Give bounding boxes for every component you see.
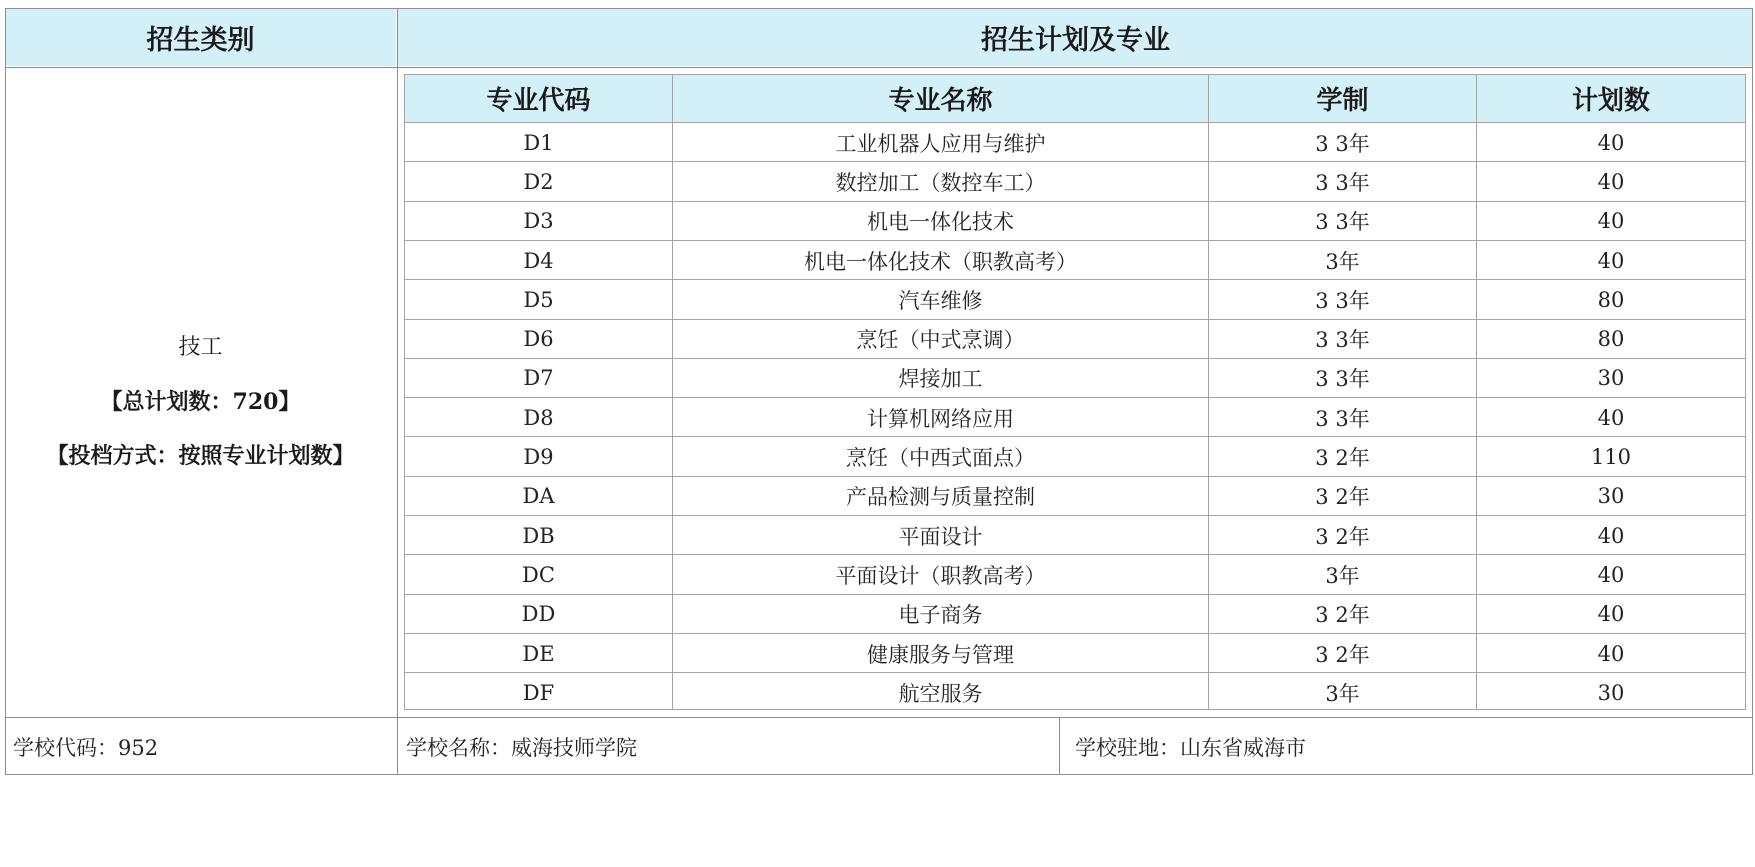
major-code: D2 xyxy=(523,169,554,194)
major-name: 汽车维修 xyxy=(898,288,983,313)
major-plan: 80 xyxy=(1597,287,1625,312)
major-name: 健康服务与管理 xyxy=(867,642,1014,667)
school-code: 学校代码：952 xyxy=(13,736,159,760)
admission-method: 【投档方式：按照专业计划数】 xyxy=(46,443,355,469)
major-plan: 40 xyxy=(1597,405,1625,430)
major-plan: 40 xyxy=(1597,523,1625,548)
major-code: D1 xyxy=(523,130,554,155)
school-location: 学校驻地：山东省威海市 xyxy=(1075,736,1306,760)
major-plan: 40 xyxy=(1597,602,1625,627)
column-divider xyxy=(1208,75,1209,709)
major-duration: 3 2年 xyxy=(1315,446,1370,471)
column-header-duration-label: 学制 xyxy=(1316,86,1369,116)
major-plan: 40 xyxy=(1597,169,1625,194)
major-duration: 3 3年 xyxy=(1315,210,1370,235)
major-name: 机电一体化技术 xyxy=(867,210,1014,235)
column-divider xyxy=(1476,75,1477,709)
major-code: D3 xyxy=(523,209,554,234)
major-name: 数控加工（数控车工） xyxy=(835,170,1046,195)
major-duration: 3 2年 xyxy=(1315,485,1370,510)
admission-plan-table xyxy=(5,8,1753,866)
major-duration: 3 2年 xyxy=(1315,603,1370,628)
major-name: 航空服务 xyxy=(898,681,983,706)
major-code: D7 xyxy=(523,366,554,391)
major-plan: 40 xyxy=(1597,248,1625,273)
major-name: 烹饪（中式烹调） xyxy=(856,328,1025,353)
column-header-duration xyxy=(1209,75,1476,122)
total-plan: 【总计划数：720】 xyxy=(100,389,301,415)
column-header-name xyxy=(673,75,1208,122)
column-header-code-label: 专业代码 xyxy=(486,86,591,116)
major-plan: 80 xyxy=(1597,327,1625,352)
major-duration: 3 3年 xyxy=(1315,367,1370,392)
major-name: 电子商务 xyxy=(898,603,983,628)
major-code: DD xyxy=(521,602,556,627)
major-plan: 30 xyxy=(1597,680,1625,705)
major-duration: 3 2年 xyxy=(1315,642,1370,667)
major-duration: 3 3年 xyxy=(1315,170,1370,195)
major-plan: 40 xyxy=(1597,209,1625,234)
category-header xyxy=(5,8,396,66)
divider xyxy=(5,717,1753,718)
divider xyxy=(1752,8,1753,775)
major-name: 平面设计（职教高考） xyxy=(835,563,1046,588)
major-code: DE xyxy=(522,641,555,666)
major-name: 平面设计 xyxy=(898,524,983,549)
major-code: D5 xyxy=(523,287,554,312)
major-plan: 30 xyxy=(1597,484,1625,509)
divider xyxy=(1059,718,1060,775)
major-name: 工业机器人应用与维护 xyxy=(835,131,1046,156)
major-duration: 3年 xyxy=(1325,563,1360,588)
plan-header xyxy=(398,8,1753,66)
major-code: D4 xyxy=(523,248,554,273)
major-duration: 3年 xyxy=(1325,249,1360,274)
major-plan: 30 xyxy=(1597,366,1625,391)
major-name: 产品检测与质量控制 xyxy=(846,485,1035,510)
column-header-code xyxy=(405,75,672,122)
plan-header-label: 招生计划及专业 xyxy=(981,24,1170,56)
divider xyxy=(5,67,1753,68)
major-plan: 40 xyxy=(1597,562,1625,587)
category-header-label: 招生类别 xyxy=(146,24,255,56)
major-duration: 3 3年 xyxy=(1315,131,1370,156)
major-duration: 3 2年 xyxy=(1315,524,1370,549)
major-plan: 40 xyxy=(1597,641,1625,666)
major-code: DF xyxy=(522,680,555,705)
major-code: D6 xyxy=(523,327,554,352)
divider xyxy=(5,774,1753,775)
major-name: 烹饪（中西式面点） xyxy=(846,446,1035,471)
category-name: 技工 xyxy=(178,335,223,360)
major-duration: 3 3年 xyxy=(1315,328,1370,353)
major-name: 机电一体化技术（职教高考） xyxy=(804,249,1077,274)
major-duration: 3 3年 xyxy=(1315,288,1370,313)
major-duration: 3 3年 xyxy=(1315,406,1370,431)
major-code: DB xyxy=(522,523,555,548)
category-block xyxy=(5,68,396,715)
majors-table xyxy=(404,74,1746,710)
major-name: 焊接加工 xyxy=(898,367,983,392)
column-header-plan xyxy=(1477,75,1745,122)
major-plan: 40 xyxy=(1597,130,1625,155)
divider xyxy=(397,8,398,775)
major-name: 计算机网络应用 xyxy=(867,406,1014,431)
divider xyxy=(5,8,1753,9)
divider xyxy=(5,8,6,775)
major-code: DC xyxy=(522,562,555,587)
column-divider xyxy=(672,75,673,709)
major-code: DA xyxy=(522,484,555,509)
major-plan: 110 xyxy=(1590,445,1632,470)
column-header-name-label: 专业名称 xyxy=(888,86,993,116)
column-header-plan-label: 计划数 xyxy=(1571,86,1650,116)
major-code: D9 xyxy=(523,445,554,470)
school-name: 学校名称：威海技师学院 xyxy=(406,736,637,760)
major-code: D8 xyxy=(523,405,554,430)
major-duration: 3年 xyxy=(1325,681,1360,706)
